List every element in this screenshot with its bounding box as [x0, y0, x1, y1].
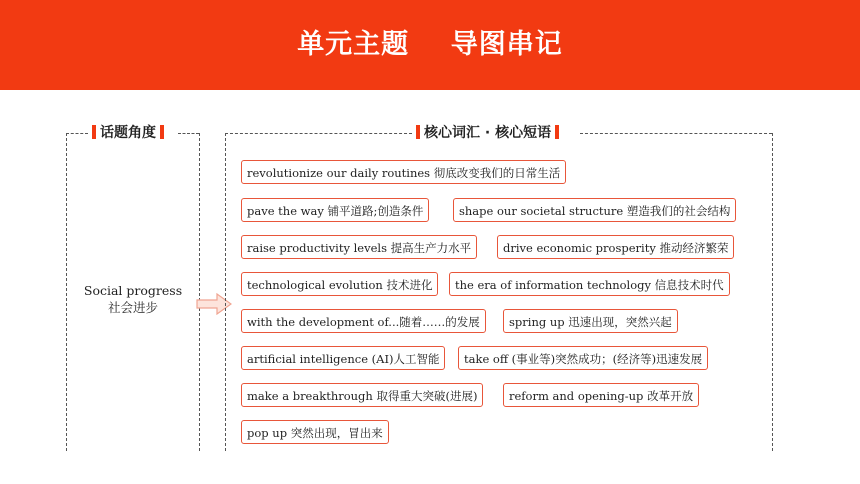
vocabulary-panel-header: [412, 122, 563, 144]
phrase-chip: pop up 突然出现，冒出来: [241, 420, 389, 444]
phrase-chip: shape our societal structure 塑造我们的社会结构: [453, 198, 736, 222]
phrase-chip: artificial intelligence (AI)人工智能: [241, 346, 445, 370]
phrase-chip: technological evolution 技术进化: [241, 272, 438, 296]
header-marker: [416, 125, 420, 139]
panel-top-border: [178, 133, 199, 134]
phrase-chip: the era of information technology 信息技术时代: [449, 272, 730, 296]
panel-top-border: [580, 133, 772, 134]
phrase-chip: pave the way 铺平道路;创造条件: [241, 198, 429, 222]
phrase-chip: reform and opening-up 改革开放: [503, 383, 699, 407]
header-marker: [160, 125, 164, 139]
topic-panel-header-text: 话题角度: [100, 125, 156, 141]
panel-top-border: [225, 133, 412, 134]
phrase-chip: make a breakthrough 取得重大突破(进展): [241, 383, 483, 407]
phrase-chip: raise productivity levels 提高生产力水平: [241, 235, 477, 259]
header-marker: [92, 125, 96, 139]
phrase-chip: take off (事业等)突然成功；(经济等)迅速发展: [458, 346, 708, 370]
phrase-chip: spring up 迅速出现，突然兴起: [503, 309, 678, 333]
phrase-chip: revolutionize our daily routines 彻底改变我们的日常生活: [241, 160, 566, 184]
header-marker: [555, 125, 559, 139]
topic-panel-header: [88, 122, 168, 144]
page-title: 单元主题 导图串记: [297, 29, 563, 60]
topic-en: Social progress: [83, 283, 183, 298]
vocabulary-panel-header-text: 核心词汇 · 核心短语: [424, 125, 552, 141]
panel-top-border: [66, 133, 88, 134]
phrase-chip: drive economic prosperity 推动经济繁荣: [497, 235, 734, 259]
topic-label: [66, 282, 200, 316]
topic-zh: 社会进步: [107, 300, 158, 315]
phrase-chip: with the development of...随着……的发展: [241, 309, 486, 333]
